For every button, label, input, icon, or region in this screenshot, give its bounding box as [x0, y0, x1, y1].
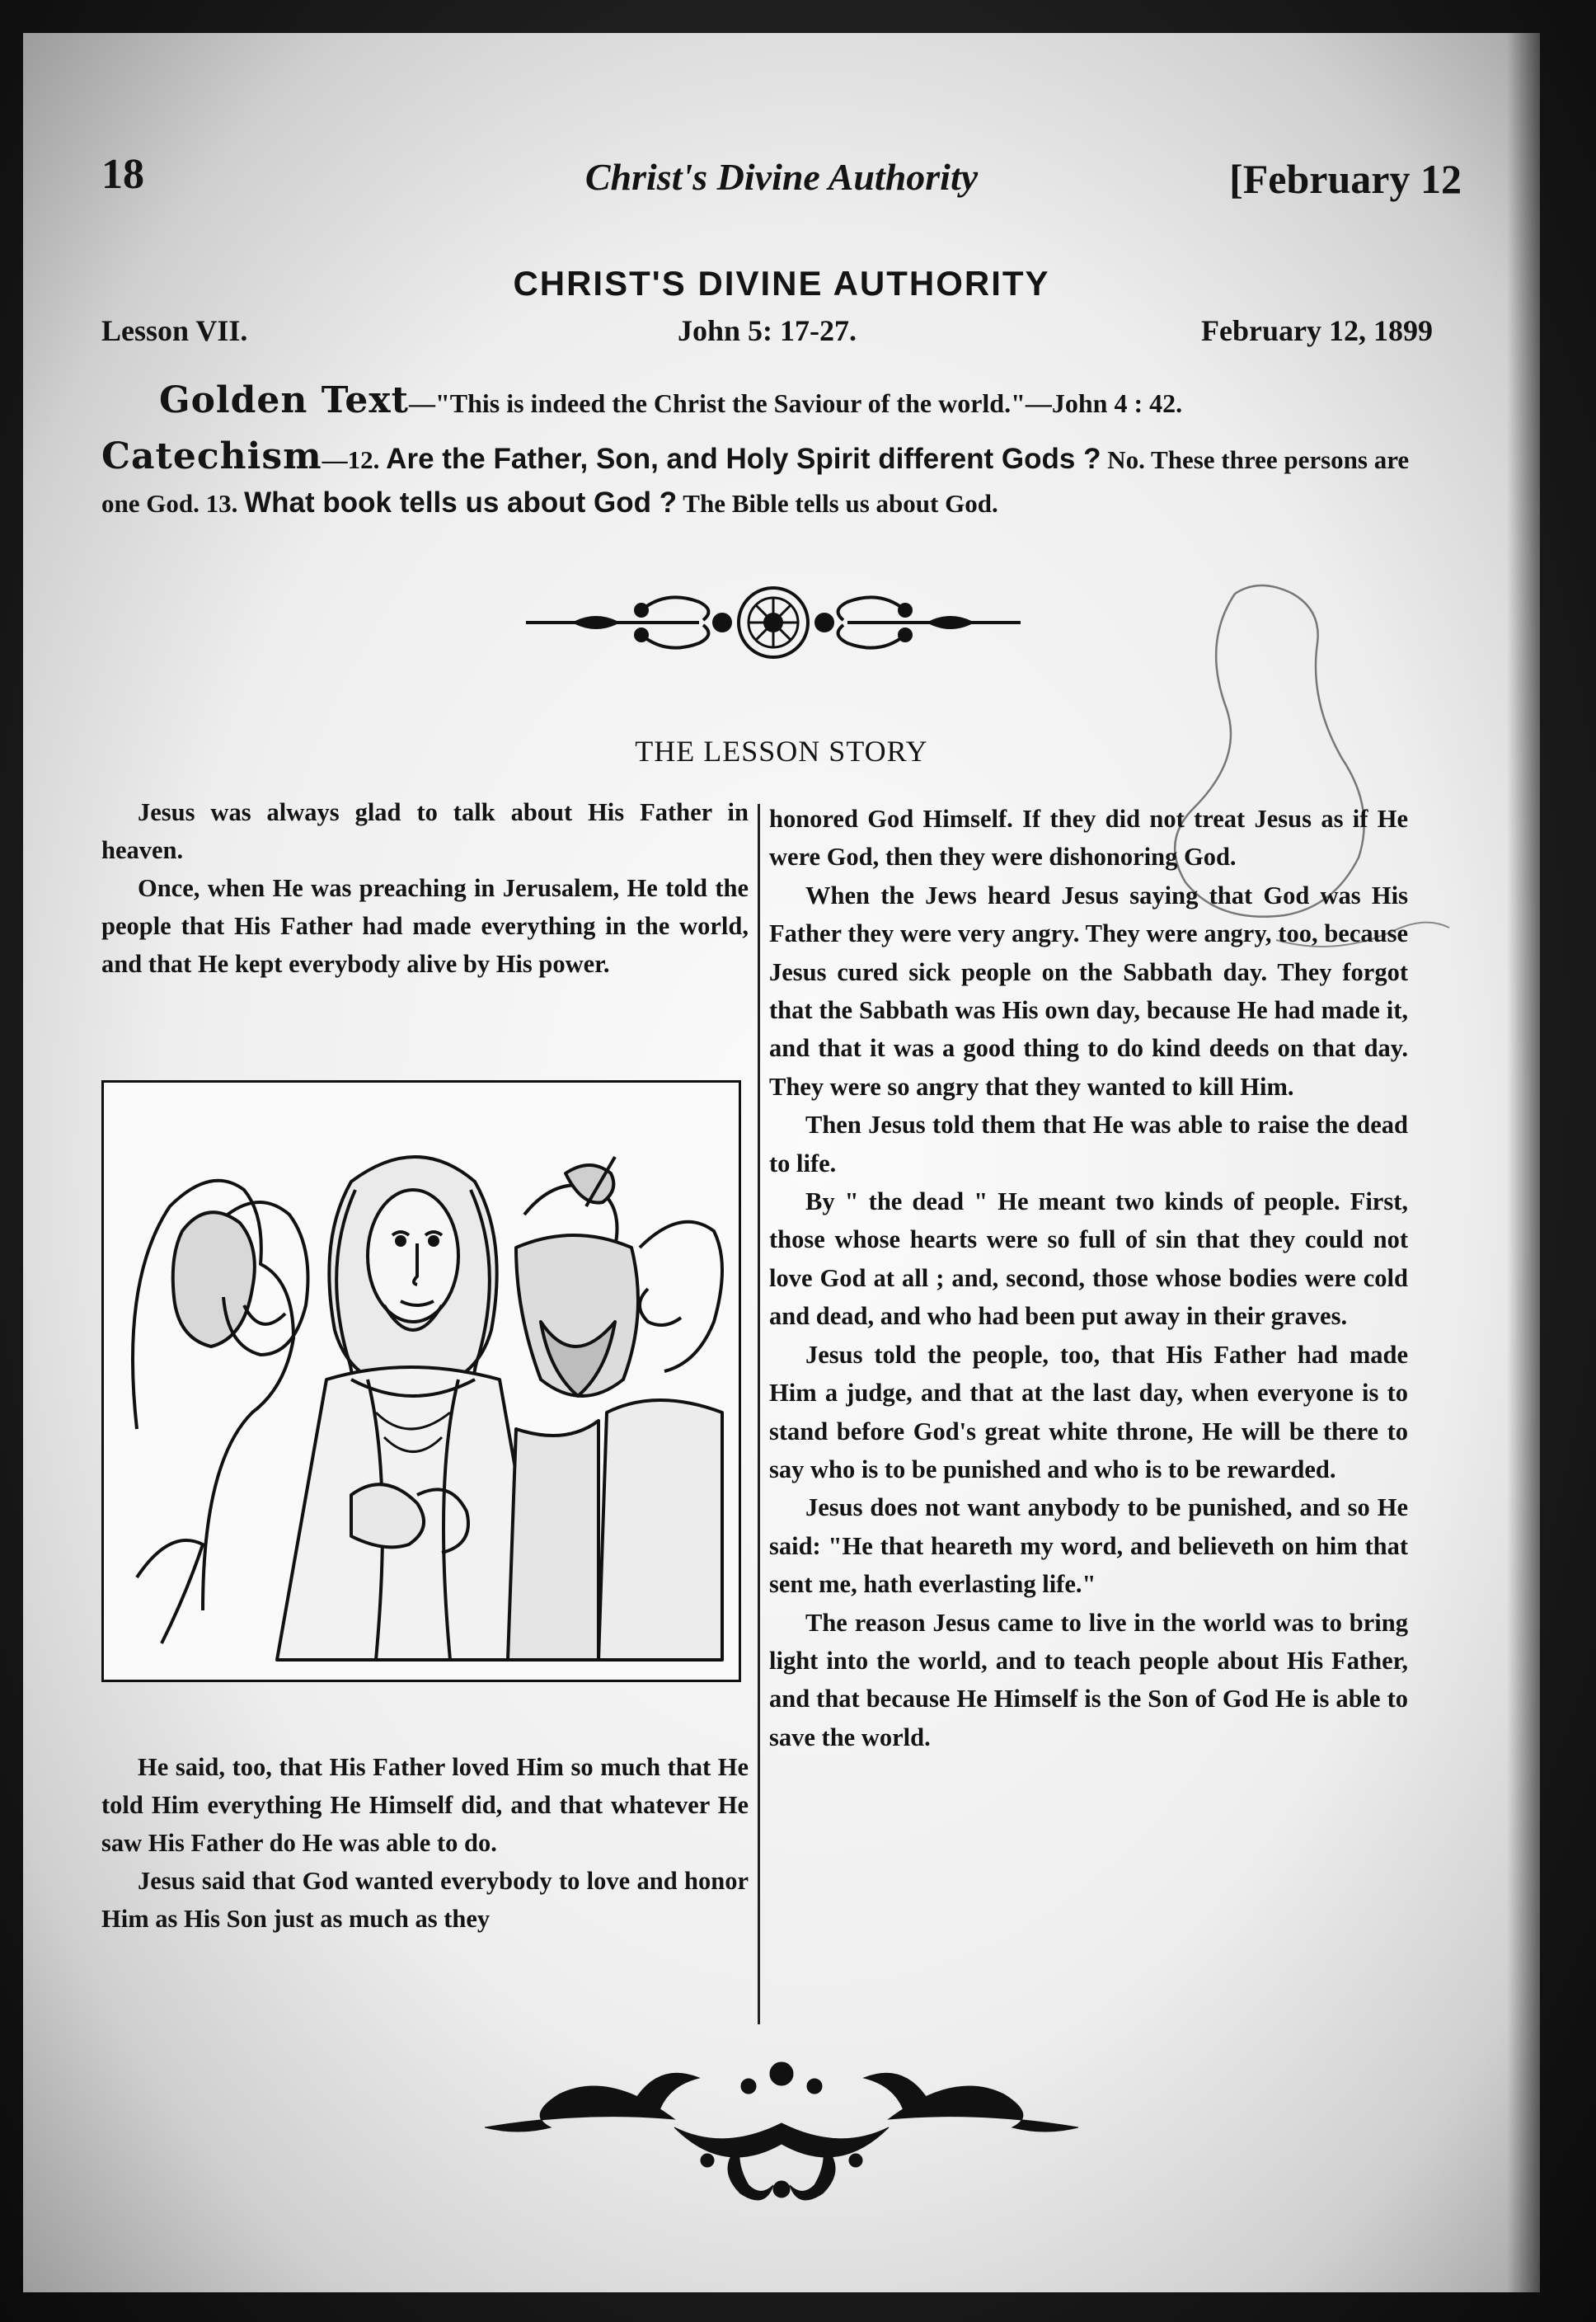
lesson-title: CHRIST'S DIVINE AUTHORITY: [513, 264, 1050, 303]
page-shadow: [1507, 33, 1540, 2292]
running-date: [February 12: [1229, 156, 1462, 202]
ornament-tailpiece: [468, 2037, 1095, 2218]
story-paragraph: By " the dead " He meant two kinds of people. First, those whose hearts were so full of sin that they could not love God at all ; and, second, those whose bodies were cold and dead, and who had been put away in their graves.: [769, 1187, 1408, 1331]
catechism-answer-13: The Bible tells us about God.: [683, 489, 998, 518]
story-paragraph: The reason Jesus came to live in the world was to bring light into the world, and to teach people about His Father, and that because He Himself is the Son of God He is able to save the world.: [769, 1608, 1408, 1751]
story-paragraph: Once, when He was preaching in Jerusalem, He told the people that His Father had made everything in the world, and that He kept everybody alive by His power.: [101, 874, 749, 978]
story-paragraph: He said, too, that His Father loved Him so much that He told Him everything He Himself did, and that whatever He saw His Father do He was able to do.: [101, 1753, 749, 1857]
story-paragraph: Jesus was always glad to talk about His Father in heaven.: [101, 798, 749, 864]
catechism-label: Catechism: [101, 435, 322, 477]
story-paragraph: Then Jesus told them that He was able to raise the dead to life.: [769, 1111, 1408, 1177]
story-paragraph: When the Jews heard Jesus saying that God was His Father they were very angry. They were angry, too, because Jesus cured sick people on the Sabbath day. They forgot that the Sabbath was His own day, because He had made it, and that it was a good thing to do kind deeds on that day. They were so angry that they wanted to kill Him.: [769, 881, 1408, 1101]
catechism-answer-12: No. These three persons are one God.: [101, 445, 1410, 518]
story-paragraph: Jesus told the people, too, that His Father had made Him a judge, and that at the last day, when everyone is to stand before God's great white throne, He will be there to say who is to be punished and who is to be rewarded.: [769, 1340, 1408, 1483]
running-header: [101, 132, 1462, 202]
lesson-number: Lesson VII.: [101, 314, 248, 347]
catechism-question-12: Are the Father, Son, and Holy Spirit different Gods ?: [386, 443, 1101, 475]
q13-number: 13.: [205, 489, 238, 518]
story-paragraph: Jesus does not want anybody to be punished, and so He said: "He that heareth my word, and believeth on him that sent me, hath everlasting life.": [769, 1493, 1408, 1599]
magazine-page: [23, 33, 1540, 2292]
lesson-story-heading: THE LESSON STORY: [635, 735, 928, 768]
engraving: [104, 1083, 739, 1680]
lesson-date: February 12, 1899: [1201, 314, 1433, 347]
catechism-question-13: What book tells us about God ?: [244, 486, 678, 519]
story-paragraph: Jesus said that God wanted everybody to love and honor Him as His Son just as much as they: [101, 1867, 749, 1933]
golden-text-label: Golden Text: [159, 379, 409, 421]
golden-text: [159, 379, 1441, 421]
ornament-divider-top: [518, 569, 1029, 676]
story-left-column-bottom: [101, 1748, 749, 1938]
illustration-jesus-and-elders: [101, 1080, 741, 1682]
story-continuation: honored God Himself. If they did not treat Jesus as if He were God, then they were dishonoring God.: [769, 805, 1408, 872]
scripture-reference: John 5: 17-27.: [677, 314, 857, 347]
page-number: 18: [101, 151, 144, 198]
q12-number: —12.: [322, 445, 380, 474]
story-right-column: [769, 800, 1408, 1756]
running-title: Christ's Divine Authority: [584, 156, 979, 198]
story-left-column-top: [101, 793, 749, 983]
catechism: [101, 435, 1441, 525]
golden-text-verse: —"This is indeed the Christ the Saviour of the world."—John 4 : 42.: [408, 388, 1183, 418]
column-rule: [758, 804, 760, 2024]
lesson-info: [101, 313, 1433, 363]
